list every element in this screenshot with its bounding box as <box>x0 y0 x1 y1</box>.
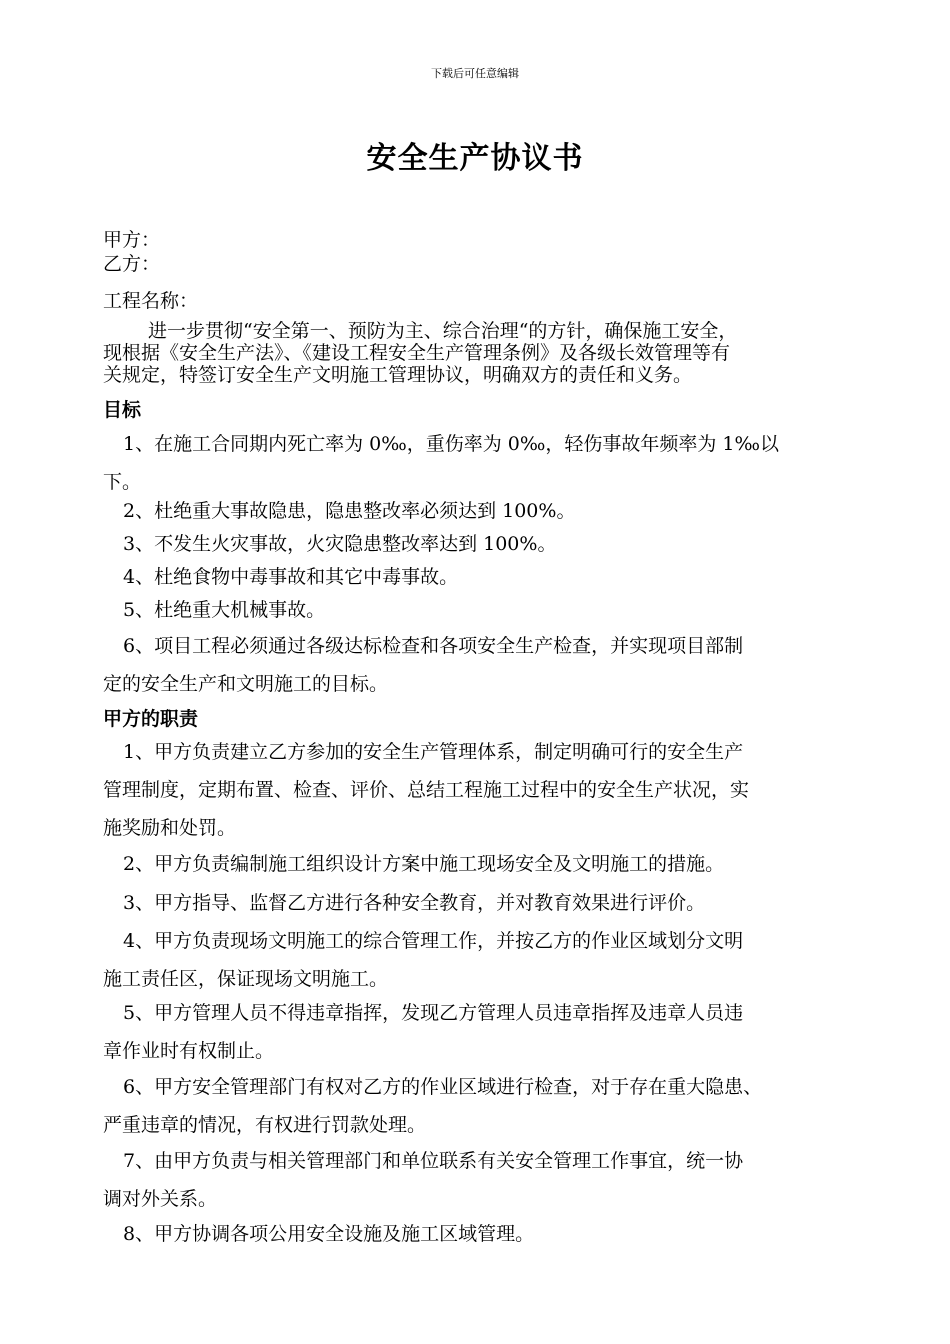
goal-item: 5、杜绝重大机械事故。 <box>123 599 326 621</box>
intro-line: 进一步贯彻“安全第一、预防为主、综合治理“的方针，确保施工安全， <box>148 320 738 342</box>
party-b-label: 乙方： <box>103 253 161 275</box>
intro-line: 关规定，特签订安全生产文明施工管理协议，明确双方的责任和义务。 <box>103 364 693 386</box>
party-a-duties-heading: 甲方的职责 <box>103 708 199 730</box>
goals-heading: 目标 <box>103 399 142 421</box>
party-a-label: 甲方： <box>103 229 161 251</box>
goal-item: 4、杜绝食物中毒事故和其它中毒事故。 <box>123 566 459 588</box>
header-note: 下载后可任意编辑 <box>431 67 519 80</box>
goal-item: 1、在施工合同期内死亡率为 0‰，重伤率为 0‰，轻伤事故年频率为 1‰以 下。 <box>103 433 779 493</box>
document-title: 安全生产协议书 <box>366 141 584 176</box>
goal-item: 3、不发生火灾事故，火灾隐患整改率达到 100%。 <box>123 533 557 555</box>
duty-item: 7、由甲方负责与相关管理部门和单位联系有关安全管理工作事宜，统一协 调对外关系。 <box>103 1150 744 1210</box>
goal-item: 2、杜绝重大事故隐患，隐患整改率必须达到 100%。 <box>123 500 576 522</box>
intro-line: 现根据《安全生产法》、《建设工程安全生产管理条例》及各级长效管理等有 <box>103 342 731 364</box>
duty-item: 2、甲方负责编制施工组织设计方案中施工现场安全及文明施工的措施。 <box>123 853 725 875</box>
duty-item: 3、甲方指导、监督乙方进行各种安全教育，并对教育效果进行评价。 <box>123 892 706 914</box>
duty-item: 5、甲方管理人员不得违章指挥，发现乙方管理人员违章指挥及违章人员违 章作业时有权制止。 <box>103 1002 744 1062</box>
intro-paragraph <box>103 320 873 386</box>
goal-item: 6、项目工程必须通过各级达标检查和各项安全生产检查，并实现项目部制 定的安全生产和文明施工的目标。 <box>103 635 744 695</box>
duty-item: 1、甲方负责建立乙方参加的安全生产管理体系，制定明确可行的安全生产 管理制度，定期布置、检查、评价、总结工程施工过程中的安全生产状况，实 施奖励和处罚。 <box>103 741 750 839</box>
duty-item: 4、甲方负责现场文明施工的综合管理工作，并按乙方的作业区域划分文明 施工责任区，保证现场文明施工。 <box>103 930 744 990</box>
project-name-label: 工程名称： <box>103 290 199 312</box>
duty-item: 8、甲方协调各项公用安全设施及施工区域管理。 <box>123 1223 535 1245</box>
duty-item: 6、甲方安全管理部门有权对乙方的作业区域进行检查，对于存在重大隐患、 严重违章的情况，有权进行罚款处理。 <box>103 1076 763 1136</box>
